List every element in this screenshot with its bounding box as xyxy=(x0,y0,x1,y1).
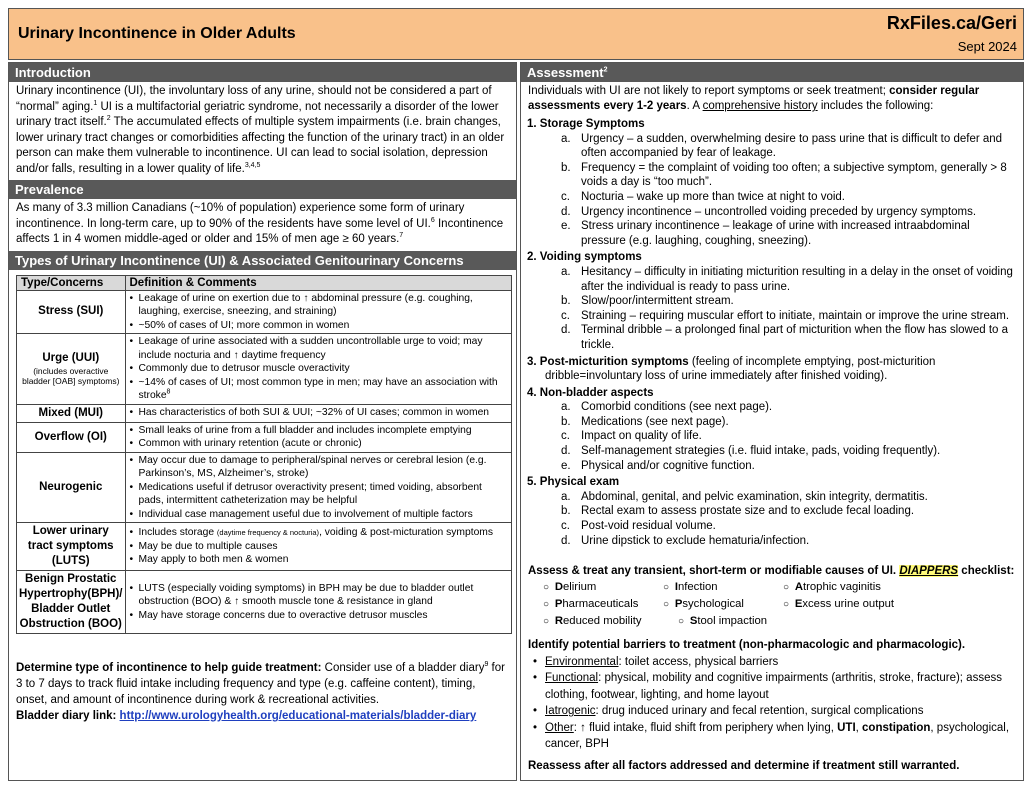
definition-item: • Small leaks of urine from a full bladder and includes incomplete emptying xyxy=(139,424,510,438)
assessment-item xyxy=(521,415,1023,430)
definition-cell xyxy=(125,290,512,334)
definition-item: • Leakage of urine on exertion due to ↑ abdominal pressure (e.g. coughing, laughing, exercise, sneezing, and straining) xyxy=(139,292,510,319)
prevalence-heading: Prevalence xyxy=(9,180,516,199)
diappers-word: elirium xyxy=(563,581,597,594)
table-row xyxy=(17,290,512,334)
diappers-suffix: checklist: xyxy=(958,565,1015,578)
assessment-item xyxy=(521,534,1023,549)
assessment-item xyxy=(521,400,1023,415)
item-letter: c. xyxy=(561,309,570,322)
group-title: Physical exam xyxy=(539,476,620,489)
group-number: 3. xyxy=(527,355,537,368)
diappers-word: sychological xyxy=(682,598,744,611)
item-letter: b. xyxy=(561,161,571,174)
diappers-item xyxy=(663,579,783,596)
item-letter: e. xyxy=(561,220,571,233)
assessment-item xyxy=(521,309,1023,324)
item-letter: d. xyxy=(561,205,571,218)
definition-item: • Leakage of urine associated with a sudden uncontrollable urge to void; may include nocturia and ↑ daytime frequency xyxy=(139,335,510,362)
barrier-item xyxy=(533,720,1017,753)
bladder-diary-link[interactable]: http://www.urologyhealth.org/educational-materials/bladder-diary xyxy=(119,710,477,722)
assessment-item xyxy=(521,161,1023,190)
column-header-type: Type/Concerns xyxy=(17,275,126,290)
group-number: 5. xyxy=(527,476,537,489)
assessment-item xyxy=(521,132,1023,161)
barriers-list xyxy=(521,654,1023,753)
item-text: Rectal exam to assess prostate size and to exclude fecal loading. xyxy=(581,505,915,518)
table-row xyxy=(17,404,512,422)
circle-bullet-icon: ○ xyxy=(543,616,552,628)
circle-bullet-icon: ○ xyxy=(543,599,552,611)
item-text: Self-management strategies (i.e. fluid intake, pads, voiding frequently). xyxy=(581,445,941,458)
definition-item: • ~50% of cases of UI; more common in women xyxy=(139,319,510,333)
table-row xyxy=(17,523,512,571)
item-text: Urine dipstick to exclude hematuria/infection. xyxy=(581,534,810,547)
definition-cell xyxy=(125,571,512,634)
barriers-heading: Identify potential barriers to treatment (non-pharmacologic and pharmacologic). xyxy=(528,639,966,652)
incontinence-types-table xyxy=(16,275,512,635)
definition-list xyxy=(129,582,510,623)
assessment-heading: Assessment$^2$ xyxy=(521,63,1023,82)
definition-item: • Includes storage (daytime frequency & nocturia), voiding & post-micturation symptoms xyxy=(139,526,510,540)
table-row xyxy=(17,452,512,523)
item-letter: a. xyxy=(561,265,571,278)
assessment-group xyxy=(521,250,1023,265)
item-text: Straining – requiring muscular effort to initiate, maintain or improve the urine stream. xyxy=(581,309,1010,322)
definition-cell xyxy=(125,452,512,523)
column-header-definition: Definition & Comments xyxy=(125,275,512,290)
assessment-item xyxy=(521,205,1023,220)
definition-item: • Commonly due to detrusor muscle overactivity xyxy=(139,362,510,376)
assessment-item xyxy=(521,519,1023,534)
circle-bullet-icon: ○ xyxy=(678,616,687,628)
bullet-icon: • xyxy=(533,672,538,685)
definition-item: • Individual case management useful due to involvement of multiple factors xyxy=(139,508,510,522)
circle-bullet-icon: ○ xyxy=(783,582,792,594)
definition-list xyxy=(129,335,510,403)
barrier-item xyxy=(533,703,1017,720)
assessment-group xyxy=(521,355,1023,384)
definition-list xyxy=(129,292,510,333)
table-body xyxy=(17,290,512,634)
definition-item: • May apply to both men & women xyxy=(139,553,510,567)
diappers-letter: A xyxy=(794,581,803,594)
assessment-group xyxy=(521,117,1023,132)
diappers-word: tool impaction xyxy=(697,615,768,628)
diappers-highlight: DIAPPERS xyxy=(899,565,959,578)
item-letter: b. xyxy=(561,505,571,518)
left-column xyxy=(8,62,517,781)
introduction-heading: Introduction xyxy=(9,63,516,82)
diappers-item xyxy=(543,596,663,613)
item-text: Slow/poor/intermittent stream. xyxy=(581,295,734,308)
item-letter: a. xyxy=(561,401,571,414)
assessment-item xyxy=(521,265,1023,294)
bladder-diary-link-label: Bladder diary link: xyxy=(16,710,117,722)
group-title: Voiding symptoms xyxy=(539,251,642,264)
item-text: Stress urinary incontinence – leakage of urine with increased intraabdominal pressure (e.g. laughing, coughing, sneezing). xyxy=(581,220,970,247)
diappers-letter: P xyxy=(674,598,683,611)
type-cell: Lower urinary tract symptoms (LUTS) xyxy=(17,523,126,571)
group-description: (feeling of incomplete emptying, post-micturition dribble=involuntary loss of urine immediately after finished voiding). xyxy=(545,355,936,383)
item-letter: b. xyxy=(561,295,571,308)
item-text: Nocturia – wake up more than twice at night to void. xyxy=(581,190,846,203)
diappers-heading xyxy=(521,564,1023,579)
table-row xyxy=(17,571,512,634)
definition-list xyxy=(129,424,510,451)
diappers-item xyxy=(783,579,918,596)
barrier-item xyxy=(533,654,1017,671)
diappers-letter: R xyxy=(554,615,563,628)
circle-bullet-icon: ○ xyxy=(663,582,672,594)
type-cell: Urge (UUI) (includes overactive bladder [OAB] symptoms) xyxy=(17,334,126,405)
diappers-word: educed mobility xyxy=(563,615,642,628)
assessment-item xyxy=(521,219,1023,248)
item-text: Urgency incontinence – uncontrolled voiding preceded by urgency symptoms. xyxy=(581,205,977,218)
item-letter: a. xyxy=(561,132,571,145)
definition-cell xyxy=(125,422,512,452)
assessment-group xyxy=(521,386,1023,401)
item-letter: b. xyxy=(561,415,571,428)
table-row xyxy=(17,422,512,452)
assessment-intro: Individuals with UI are not likely to report symptoms or seek treatment; consider regular assessments every 1-2 years. A comprehensive history includes the following: xyxy=(528,85,980,112)
item-text: Hesitancy – difficulty in initiating micturition resulting in a delay in the onset of voiding after the individual is ready to pass urine. xyxy=(581,265,1013,293)
diappers-word: xcess urine output xyxy=(802,598,895,611)
definition-item: • LUTS (especially voiding symptoms) in BPH may be due to bladder outlet obstruction (BOO) & ↑ smooth muscle tone & resistance in gland xyxy=(139,582,510,609)
diappers-item xyxy=(783,596,903,613)
assessment-item xyxy=(521,190,1023,205)
definition-list xyxy=(129,406,510,420)
item-text: Frequency = the complaint of voiding too often; a subjective symptom, generally > 8 voids a day is “too much”. xyxy=(581,161,1007,189)
assessment-item xyxy=(521,444,1023,459)
bladder-diary-text: Determine type of incontinence to help guide treatment: Consider use of a bladder diary$^9$ for 3 to 7 days to track fluid intake including frequency and type (e.g. caffeine content), timing, onset, and amount of incontinence during work & recreational activities. xyxy=(16,661,505,706)
document-header xyxy=(8,8,1024,60)
definition-item: • May occur due to damage to peripheral/spinal nerves or cerebral lesion (e.g. Parkinson’s, MS, Alzheimer’s, stroke) xyxy=(139,454,510,481)
assessment-item xyxy=(521,429,1023,444)
barrier-text: Iatrogenic: drug induced urinary and fecal retention, surgical complications xyxy=(545,705,924,718)
item-text: Post-void residual volume. xyxy=(581,520,716,533)
diappers-letter: P xyxy=(554,598,563,611)
diappers-letter: D xyxy=(554,581,563,594)
definition-cell xyxy=(125,404,512,422)
item-text: Impact on quality of life. xyxy=(581,430,702,443)
item-text: Comorbid conditions (see next page). xyxy=(581,401,773,414)
item-letter: c. xyxy=(561,190,570,203)
definition-item: • Has characteristics of both SUI & UUI; ~32% of UI cases; common in women xyxy=(139,406,510,420)
barrier-text: Other: ↑ fluid intake, fluid shift from periphery when lying, UTI, constipation, psychological, cancer, BPH xyxy=(545,721,1010,751)
diappers-checklist xyxy=(521,579,1023,630)
type-cell: Neurogenic xyxy=(17,452,126,523)
definition-item: • May have storage concerns due to overactive detrusor muscles xyxy=(139,609,510,623)
definition-item: • ~14% of cases of UI; most common type in men; may have an association with stroke$^8$ xyxy=(139,376,510,403)
item-text: Physical and/or cognitive function. xyxy=(581,459,755,472)
assessment-group xyxy=(521,475,1023,490)
publication-date: Sept 2024 xyxy=(957,39,1017,54)
item-letter: c. xyxy=(561,430,570,443)
document-page xyxy=(8,8,1024,783)
group-title: Post-micturition symptoms xyxy=(539,355,689,368)
item-text: Abdominal, genital, and pelvic examination, skin integrity, dermatitis. xyxy=(581,490,928,503)
item-text: Urgency – a sudden, overwhelming desire to pass urine that is difficult to defer and often accompanied by fear of leakage. xyxy=(581,132,1003,160)
item-text: Medications (see next page). xyxy=(581,415,729,428)
diappers-item xyxy=(543,613,678,630)
barrier-text: Environmental: toilet access, physical barriers xyxy=(545,655,779,668)
item-text: Terminal dribble – a prolonged final part of micturition when the flow has slowed to a trickle. xyxy=(581,324,1009,351)
group-title: Non-bladder aspects xyxy=(539,386,654,399)
definition-item: • Common with urinary retention (acute or chronic) xyxy=(139,437,510,451)
prevalence-text: As many of 3.3 million Canadians (~10% of population) experience some form of urinary incontinence. In long-term care, up to 90% of the residents have some level of UI.$^6$ Incontinence affects 1 in 4 women middle-aged or older and 15% of men age ≥ 60 years.$^7$ xyxy=(16,202,504,245)
assessment-item xyxy=(521,459,1023,474)
item-letter: e. xyxy=(561,459,571,472)
barrier-text: Functional: physical, mobility and cognitive impairments (arthritis, stroke, fracture); assess clothing, footwear, lighting, and home layout xyxy=(545,672,1002,701)
item-letter: d. xyxy=(561,445,571,458)
type-cell: Mixed (MUI) xyxy=(17,404,126,422)
diappers-letter: E xyxy=(794,598,803,611)
group-number: 2. xyxy=(527,251,537,264)
group-number: 1. xyxy=(527,118,537,130)
type-cell: Benign Prostatic Hypertrophy(BPH)/ Bladder Outlet Obstruction (BOO) xyxy=(17,571,126,634)
circle-bullet-icon: ○ xyxy=(783,599,792,611)
assessment-item xyxy=(521,490,1023,505)
barrier-item xyxy=(533,670,1017,703)
definition-list xyxy=(129,454,510,522)
diappers-item xyxy=(663,596,783,613)
definition-item: • May be due to multiple causes xyxy=(139,540,510,554)
assessment-item xyxy=(521,504,1023,519)
circle-bullet-icon: ○ xyxy=(543,582,552,594)
table-row xyxy=(17,334,512,405)
right-column xyxy=(520,62,1024,781)
diappers-word: nfection xyxy=(677,581,718,594)
diappers-item xyxy=(678,613,798,630)
bladder-diary-link-line xyxy=(9,708,516,724)
introduction-text: Urinary incontinence (UI), the involuntary loss of any urine, should not be considered a part of “normal” aging.$^1$ UI is a multifactorial geriatric syndrome, not necessarily a disorder of the lower urinary tract itself.$^2$ The accumulated effects of multiple system impairments (i.e. brain changes, lower urinary tract changes or comorbidities affecting the function of the urinary tract) in an older person can make them vulnerable to incontinence. UI can lead to social isolation, depression and/or falls, resulting in a lower quality of life.$^{3,4,5}$ xyxy=(16,85,505,175)
site-name: RxFiles.ca/Geri xyxy=(886,13,1017,33)
definition-cell xyxy=(125,523,512,571)
item-letter: a. xyxy=(561,490,571,503)
diappers-word: trophic vaginitis xyxy=(803,581,881,594)
group-title: Storage Symptoms xyxy=(539,118,645,130)
diappers-letter: S xyxy=(689,615,698,628)
definition-cell xyxy=(125,334,512,405)
definition-list xyxy=(129,526,510,567)
assessment-item xyxy=(521,323,1023,352)
bullet-icon: • xyxy=(533,705,538,718)
diappers-item xyxy=(543,579,663,596)
definition-item: • Medications useful if detrusor overactivity present; timed voiding, absorbent pads, intermittent catheterization may be helpful xyxy=(139,481,510,508)
assessment-item xyxy=(521,294,1023,309)
item-letter: d. xyxy=(561,324,571,337)
type-cell: Overflow (OI) xyxy=(17,422,126,452)
bullet-icon: • xyxy=(533,721,538,734)
bullet-icon: • xyxy=(533,655,538,668)
item-letter: c. xyxy=(561,520,570,533)
types-heading: Types of Urinary Incontinence (UI) & Associated Genitourinary Concerns xyxy=(9,251,516,270)
type-cell: Stress (SUI) xyxy=(17,290,126,334)
group-number: 4. xyxy=(527,386,537,399)
circle-bullet-icon: ○ xyxy=(663,599,672,611)
reassess-note: Reassess after all factors addressed and determine if treatment still warranted. xyxy=(528,759,960,772)
diappers-word: harmaceuticals xyxy=(562,598,639,611)
item-letter: d. xyxy=(561,534,571,547)
page-title: Urinary Incontinence in Older Adults xyxy=(18,25,296,42)
diappers-prefix: Assess & treat any transient, short-term or modifiable causes of UI. xyxy=(528,565,897,578)
diappers-letter: I xyxy=(674,581,678,594)
assessment-list xyxy=(521,117,1023,548)
table-header-row xyxy=(17,275,512,290)
